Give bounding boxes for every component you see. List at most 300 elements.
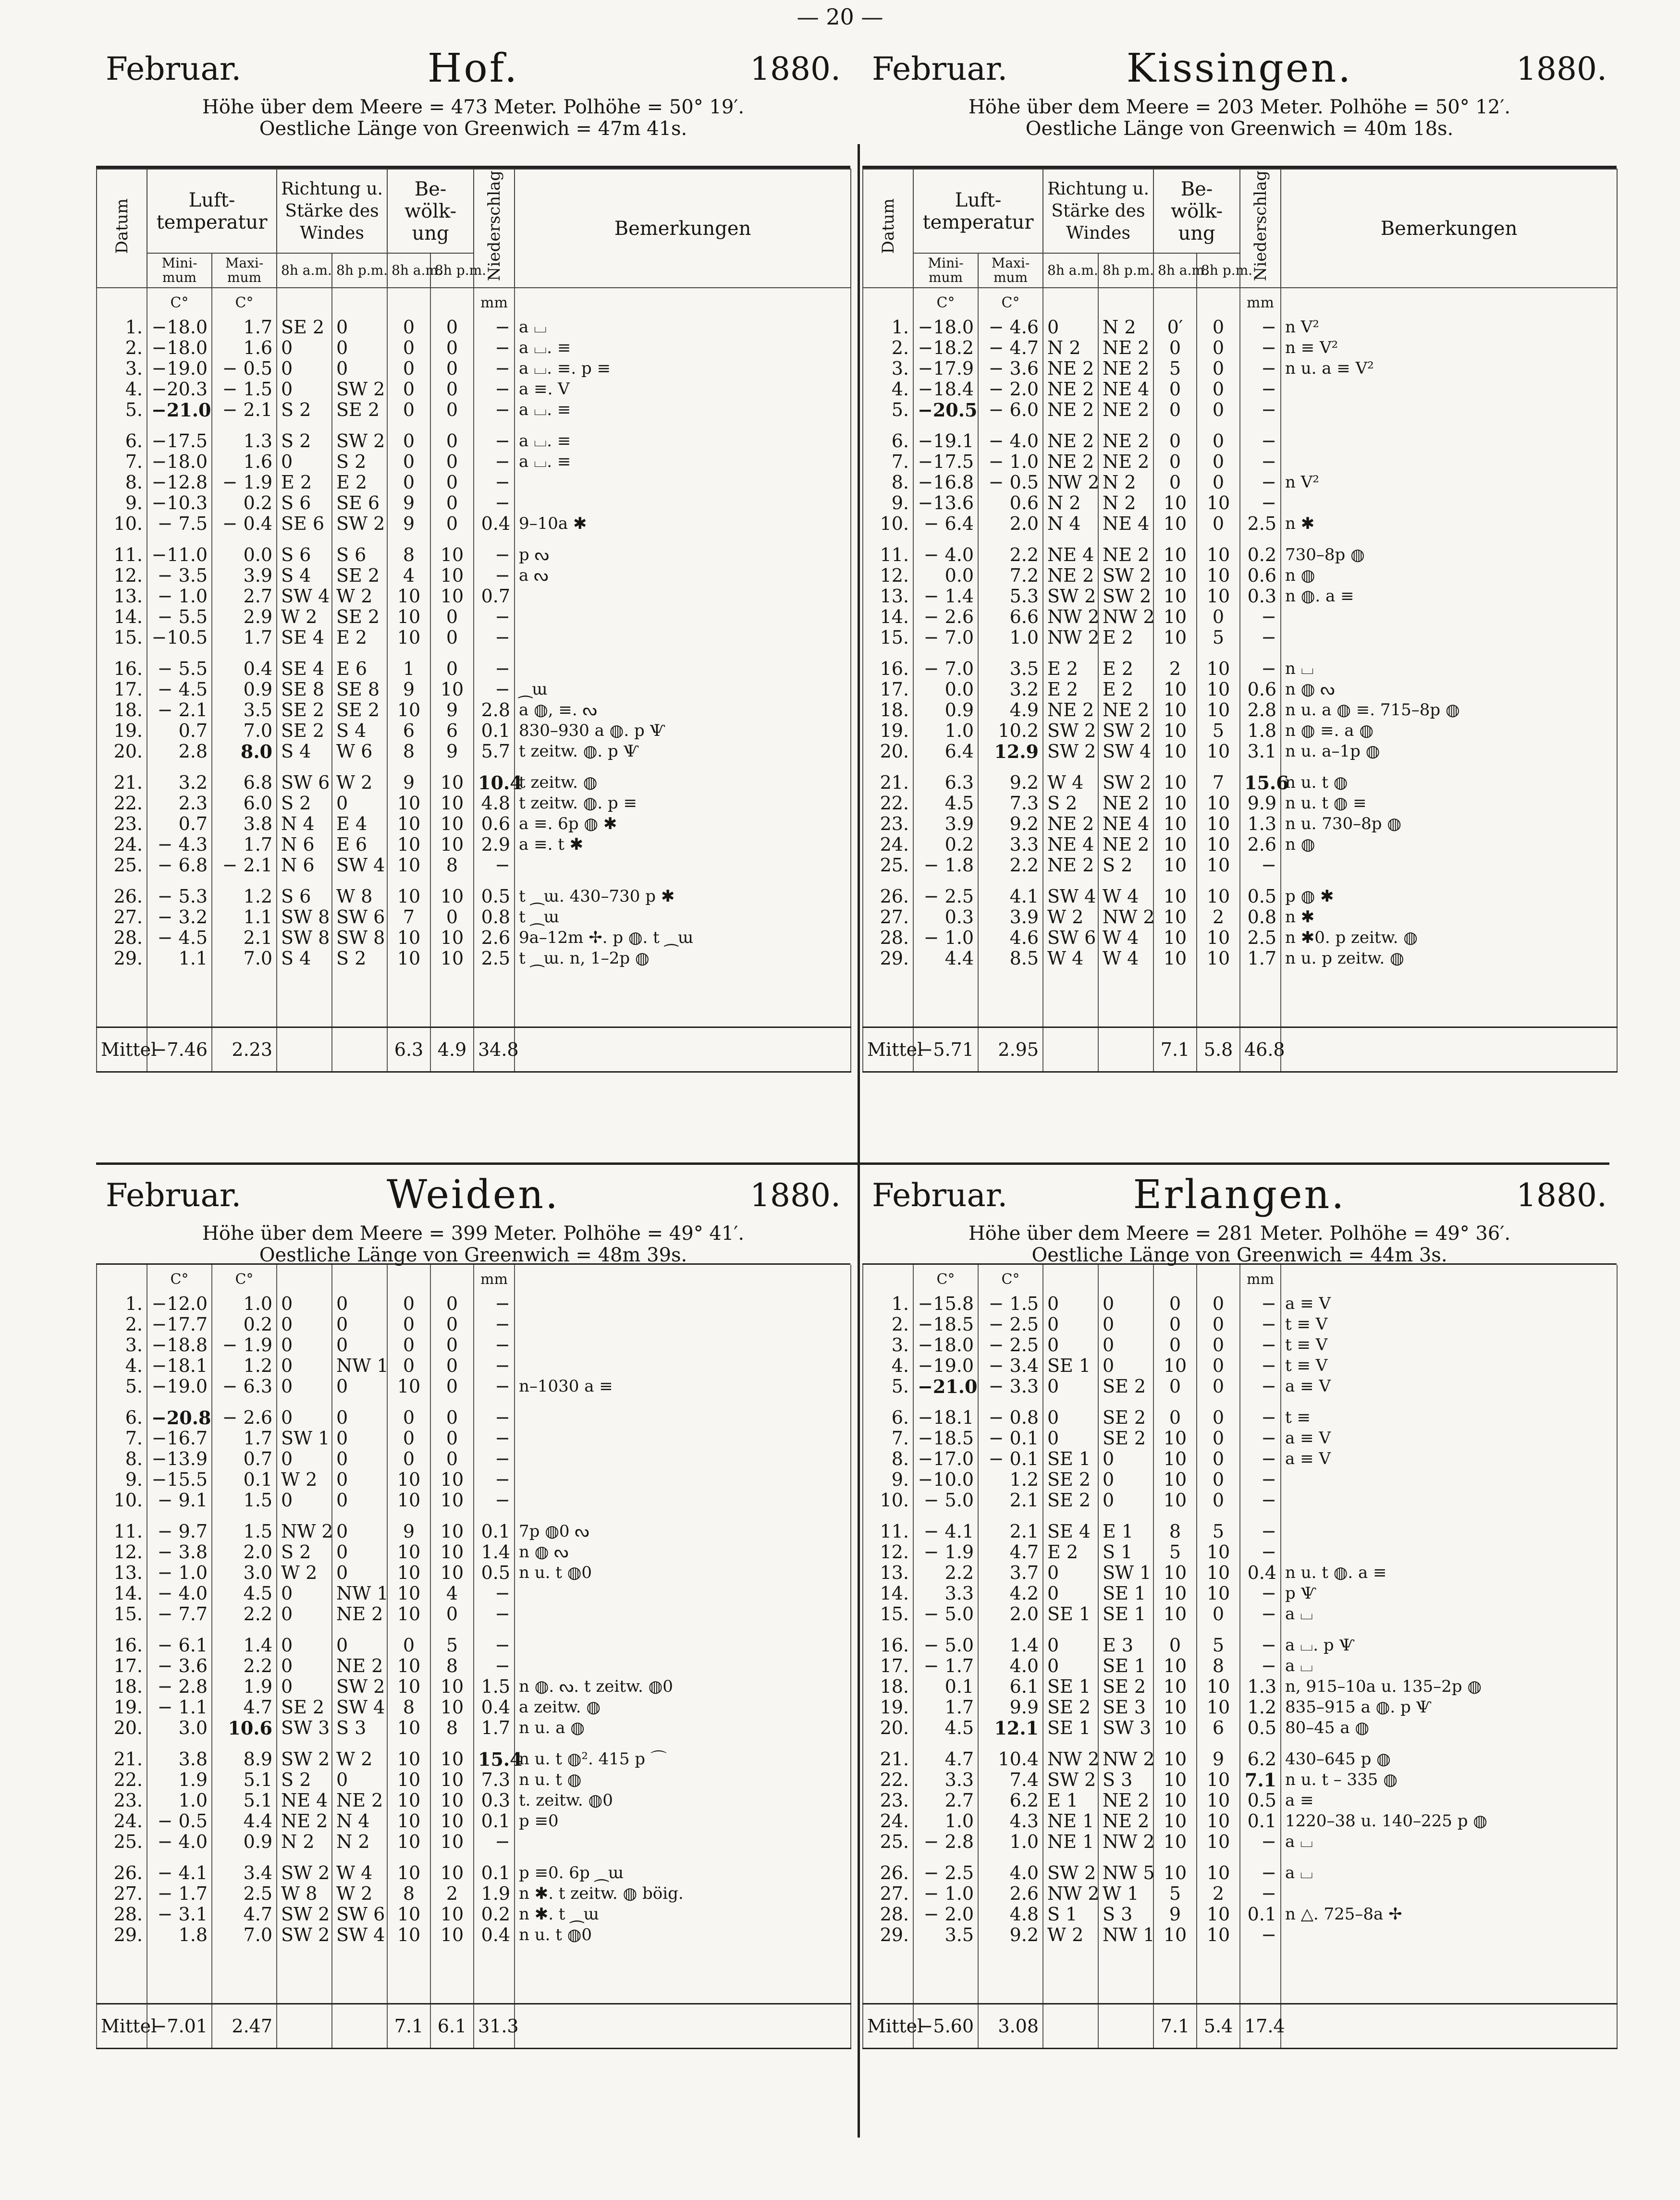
min-temp-cell: − 4.0 [913,545,978,565]
day-cell: 6. [97,1407,147,1428]
cloud-pm-cell: 0 [1197,1356,1240,1376]
wind-am-cell: W 2 [1043,907,1098,928]
cloud-header: Be-wölk-ung [387,169,474,253]
cloud-am-cell: 10 [1153,1656,1197,1676]
cloud-pm-cell: 10 [1197,741,1240,762]
remarks-cell: a ⌴ [1281,1604,1617,1625]
precip-cell: 2.5 [1240,928,1281,948]
mean-max: 2.47 [212,2004,277,2049]
wind-pm-cell: SW 2 [332,513,387,534]
wind-am-cell: S 1 [1043,1904,1098,1925]
day-row [97,1563,851,1583]
day-cell: 5. [863,1376,913,1397]
precip-cell: 2.9 [474,834,515,855]
wind-am-cell: S 6 [277,493,332,513]
cloud-pm-cell: 10 [430,886,474,907]
wind-pm-cell: SE 1 [1098,1656,1153,1676]
max-temp-cell: 4.8 [978,1904,1043,1925]
remarks-cell: n △. 725–8a ✢ [1281,1904,1617,1925]
cloud-am-cell: 10 [387,627,430,648]
wind-pm-cell: S 1 [1098,1542,1153,1563]
unit-c: C° [913,1265,978,1294]
remarks-cell [515,1428,851,1449]
day-row [97,1583,851,1604]
min-temp-cell: −18.1 [913,1407,978,1428]
remarks-cell [1281,1925,1617,1945]
precip-cell: 1.7 [1240,948,1281,969]
cloud-pm-cell: 8 [1197,1656,1240,1676]
remarks-cell: n–1030 a ≡ [515,1376,851,1397]
remarks-cell: 7p ◍0 ᔓ [515,1521,851,1542]
cloud-pm-cell: 10 [1197,886,1240,907]
max-temp-cell: 1.0 [212,1294,277,1314]
cloud-pm-cell: 10 [1197,1863,1240,1883]
day-cell: 2. [97,1314,147,1335]
cloud-pm-cell: 0 [1197,1376,1240,1397]
day-row [97,1294,851,1314]
remarks-cell: t zeitw. ◍. p Ѱ [515,741,851,762]
day-cell: 25. [97,1832,147,1852]
wind-am-cell: 0 [277,1656,332,1676]
precip-cell: 0.6 [1240,679,1281,700]
cloud-pm-cell: 0 [430,400,474,420]
cloud-pm-cell: 10 [1197,1770,1240,1790]
cloud-am-cell: 0 [1153,1376,1197,1397]
cloud-pm-cell: 0 [430,1314,474,1335]
cloud-am-cell: 10 [1153,772,1197,793]
max-temp-cell: 2.5 [212,1883,277,1904]
remarks-cell: a ⌴ [515,317,851,338]
precip-cell: − [474,1635,515,1656]
cloud-pm-cell: 10 [430,545,474,565]
cloud-am-cell: 10 [1153,545,1197,565]
remarks-cell: a zeitw. ◍ [515,1697,851,1718]
wind-am-cell: NW 2 [1043,607,1098,627]
remarks-cell: n u. t ◍0 [515,1563,851,1583]
cloud-pm-cell: 10 [430,834,474,855]
cloud-am-cell: 10 [1153,1718,1197,1738]
day-cell: 23. [97,1790,147,1811]
wind-pm-cell: 0 [1098,1469,1153,1490]
min-temp-cell: −20.8 [147,1407,212,1428]
day-cell: 25. [863,1832,913,1852]
cloud-am-cell: 10 [1153,814,1197,834]
wind-am-cell: 0 [1043,1635,1098,1656]
wind-am-cell: SW 2 [277,1925,332,1945]
cloud-am-cell: 10 [387,1811,430,1832]
day-cell: 8. [863,1449,913,1469]
precip-cell: 0.4 [474,1925,515,1945]
cloud-am-cell: 10 [387,886,430,907]
cloud-pm-cell: 10 [430,793,474,814]
remarks-cell: t ≡ [1281,1407,1617,1428]
remarks-cell: a ⌴ [1281,1656,1617,1676]
cloud-pm-cell: 0 [1197,1335,1240,1356]
wind-pm-cell: SW 2 [1098,586,1153,607]
remarks-cell: n V² [1281,317,1617,338]
min-temp-cell: 3.5 [913,1925,978,1945]
min-temp-cell: − 0.5 [147,1811,212,1832]
cloud-pm-cell: 10 [430,814,474,834]
min-temp-cell: − 5.5 [147,607,212,627]
remarks-cell: a ≡ V [1281,1428,1617,1449]
mean-precip: 31.3 [474,2004,515,2049]
day-row [97,1697,851,1718]
cloud-pm-cell: 0 [1197,431,1240,452]
remarks-cell [515,627,851,648]
cloud-am-cell: 10 [1153,855,1197,876]
remarks-cell [515,1407,851,1428]
precip-cell: 0.5 [1240,1718,1281,1738]
unit-mm: mm [474,288,515,317]
remarks-cell: n ◍ [1281,565,1617,586]
day-row [863,379,1617,400]
day-row [863,472,1617,493]
cloud-pm-cell: 0 [1197,1314,1240,1335]
cloud-pm-cell: 10 [1197,565,1240,586]
wind-pm-cell: N 2 [332,1832,387,1852]
cloud-am-cell: 10 [387,1563,430,1583]
min-temp-cell: 0.9 [913,700,978,721]
wind-am-cell: SE 4 [1043,1521,1098,1542]
wind-am-cell: NE 4 [277,1790,332,1811]
precip-cell: − [474,1832,515,1852]
remarks-cell [515,586,851,607]
day-row [863,855,1617,876]
max-temp-cell: 9.2 [978,1925,1043,1945]
unit-c: C° [978,288,1043,317]
day-cell: 27. [97,1883,147,1904]
wind-am-cell: SW 1 [277,1428,332,1449]
wind-am-cell: 0 [1043,1583,1098,1604]
precip-cell: − [474,1294,515,1314]
cloud-pm-cell: 10 [1197,1583,1240,1604]
wind-am-cell: 0 [1043,1335,1098,1356]
wind-pm-cell: 0 [332,793,387,814]
wind-am-cell: 0 [277,1449,332,1469]
cloud-pm-cell: 10 [1197,1832,1240,1852]
min-temp-cell: −17.5 [913,452,978,472]
remarks-cell [515,1604,851,1625]
cloud-pm-cell: 0 [1197,452,1240,472]
min-temp-cell: − 2.8 [147,1676,212,1697]
cloud-pm-cell: 10 [430,1542,474,1563]
day-cell: 19. [97,1697,147,1718]
wind-am-cell: SE 8 [277,679,332,700]
min-temp-cell: 1.8 [147,1925,212,1945]
max-temp-cell: 3.2 [978,679,1043,700]
precip-cell: 0.3 [474,1790,515,1811]
cloud-am-cell: 10 [1153,1811,1197,1832]
max-temp-cell: 10.4 [978,1749,1043,1770]
day-row [863,1604,1617,1625]
day-cell: 10. [863,513,913,534]
min-temp-cell: −18.0 [147,317,212,338]
station-hof [96,46,850,1073]
cloud-pm-cell: 0 [430,379,474,400]
max-temp-cell: 0.7 [212,1449,277,1469]
min-temp-cell: 4.5 [913,1718,978,1738]
min-temp-cell: − 3.2 [147,907,212,928]
day-cell: 7. [97,452,147,472]
mean-precip: 17.4 [1240,2004,1281,2049]
precip-cell: − [1240,1490,1281,1511]
wind-pm-cell: 0 [1098,1449,1153,1469]
wind-am-cell: E 2 [277,472,332,493]
precip-cell: − [474,493,515,513]
wind-am-cell: 0 [277,1335,332,1356]
wind-am-cell: W 8 [277,1883,332,1904]
remarks-cell: n ◍ ᔓ [1281,679,1617,700]
max-temp-cell: − 0.5 [212,358,277,379]
wind-am-cell: SE 1 [1043,1356,1098,1376]
precip-cell: − [1240,855,1281,876]
precip-cell: 9.9 [1240,793,1281,814]
wind-am-cell: 0 [277,338,332,358]
cloud-am-cell: 9 [387,493,430,513]
day-row [97,741,851,762]
day-cell: 21. [97,1749,147,1770]
day-row [97,1904,851,1925]
min-temp-cell: −15.8 [913,1294,978,1314]
day-row [97,1749,851,1770]
day-cell: 11. [863,545,913,565]
year-label: 1880. [1516,1177,1607,1214]
remarks-cell: n u. a ◍ ≡. 715–8p ◍ [1281,700,1617,721]
day-row [97,1832,851,1852]
wind-pm-cell: SW 6 [332,1904,387,1925]
max-header: Maxi-mum [212,253,277,288]
cloud-am-cell: 10 [387,1676,430,1697]
remarks-cell: n ✱ [1281,513,1617,534]
wind-pm-header: 8h p.m. [1098,253,1153,288]
day-row [97,1376,851,1397]
cloud-am-cell: 8 [387,1697,430,1718]
min-temp-cell: 4.7 [913,1749,978,1770]
cloud-pm-cell: 2 [430,1883,474,1904]
cloud-pm-cell: 0 [1197,1469,1240,1490]
wind-pm-cell: NE 2 [1098,1790,1153,1811]
precip-cell: 0.8 [474,907,515,928]
remarks-cell: n u. t ◍ [1281,772,1617,793]
station-name: Erlangen. [1133,1172,1346,1218]
remarks-cell: p ◍ ✱ [1281,886,1617,907]
wind-pm-cell: W 1 [1098,1883,1153,1904]
wind-am-cell: SW 2 [1043,1863,1098,1883]
day-row [863,1697,1617,1718]
precip-cell: 7.3 [474,1770,515,1790]
remarks-cell: 9a–12m ✢. p ◍. t ⁔ɯ [515,928,851,948]
wind-am-cell: S 4 [277,948,332,969]
wind-am-cell: SE 6 [277,513,332,534]
cloud-am-cell: 10 [387,700,430,721]
cloud-pm-cell: 0 [430,1604,474,1625]
remarks-cell: t ≡ V [1281,1335,1617,1356]
cloud-pm-cell: 10 [1197,1697,1240,1718]
remarks-cell: n u. t ◍. a ≡ [1281,1563,1617,1583]
max-temp-cell: 6.0 [212,793,277,814]
max-temp-cell: 1.2 [212,886,277,907]
min-temp-cell: 6.3 [913,772,978,793]
precip-cell: − [1240,1925,1281,1945]
cloud-pm-cell: 10 [430,1863,474,1883]
wind-pm-cell: SE 1 [1098,1604,1153,1625]
max-temp-cell: 4.3 [978,1811,1043,1832]
day-cell: 12. [97,1542,147,1563]
cloud-pm-cell: 10 [1197,659,1240,679]
day-row [863,928,1617,948]
wind-pm-cell: NE 4 [1098,379,1153,400]
day-row [97,545,851,565]
cloud-pm-cell: 9 [1197,1749,1240,1770]
remarks-header: Bemerkungen [515,169,851,288]
wind-pm-cell: E 2 [1098,627,1153,648]
wind-pm-cell: SW 2 [332,379,387,400]
cloud-pm-cell: 10 [430,1925,474,1945]
wind-pm-cell: W 4 [1098,886,1153,907]
cloud-pm-cell: 10 [430,679,474,700]
remarks-cell: a ≡ V [1281,1294,1617,1314]
day-row [863,1635,1617,1656]
wind-pm-cell: SW 1 [1098,1563,1153,1583]
max-temp-cell: 1.6 [212,452,277,472]
min-temp-cell: − 1.0 [147,1563,212,1583]
wind-am-cell: SW 2 [277,1863,332,1883]
min-temp-cell: 6.4 [913,741,978,762]
max-temp-cell: 0.1 [212,1469,277,1490]
min-temp-cell: − 2.5 [913,886,978,907]
max-temp-cell: − 6.3 [212,1376,277,1397]
wind-pm-cell: W 4 [1098,928,1153,948]
min-temp-cell: −19.0 [147,1376,212,1397]
wind-am-cell: N 2 [1043,493,1098,513]
remarks-cell: a ≡ V [1281,1376,1617,1397]
wind-pm-cell: W 4 [332,1863,387,1883]
max-temp-cell: 0.9 [212,679,277,700]
day-row [863,1749,1617,1770]
precip-cell: 0.5 [474,886,515,907]
day-cell: 10. [97,513,147,534]
cloud-am-cell: 10 [387,1490,430,1511]
min-temp-cell: − 4.5 [147,928,212,948]
wind-pm-cell: NE 2 [1098,700,1153,721]
remarks-cell: n ✱. t ⁔ɯ [515,1904,851,1925]
max-temp-cell: − 3.3 [978,1376,1043,1397]
wind-am-cell: SW 8 [277,907,332,928]
day-cell: 7. [863,452,913,472]
max-temp-cell: 4.2 [978,1583,1043,1604]
min-temp-cell: − 4.0 [147,1583,212,1604]
precip-cell: 15.4 [474,1749,515,1770]
day-row [97,834,851,855]
wind-am-cell: 0 [277,379,332,400]
max-temp-cell: − 1.5 [212,379,277,400]
min-temp-cell: 2.2 [913,1563,978,1583]
remarks-cell [1281,493,1617,513]
cloud-pm-cell: 10 [430,948,474,969]
max-temp-cell: − 0.1 [978,1428,1043,1449]
wind-am-cell: 0 [277,1407,332,1428]
day-cell: 10. [863,1490,913,1511]
cloud-am-cell: 0 [387,431,430,452]
day-row [97,1521,851,1542]
min-temp-cell: − 4.0 [147,1832,212,1852]
day-row [863,1521,1617,1542]
wind-pm-cell: 0 [332,1314,387,1335]
mean-row [97,1027,851,1072]
cloud-am-cell: 10 [1153,1490,1197,1511]
unit-c: C° [147,288,212,317]
min-temp-cell: − 6.4 [913,513,978,534]
max-temp-cell: 3.3 [978,834,1043,855]
max-temp-cell: 7.0 [212,721,277,741]
cloud-pm-cell: 8 [430,1718,474,1738]
day-cell: 25. [97,855,147,876]
cloud-pm-cell: 10 [430,1563,474,1583]
precip-cell: − [1240,472,1281,493]
cloud-pm-cell: 0 [1197,317,1240,338]
cloud-pm-cell: 10 [430,1770,474,1790]
station-name: Hof. [427,46,519,91]
remarks-cell [515,493,851,513]
day-cell: 4. [863,379,913,400]
wind-am-cell: E 2 [1043,659,1098,679]
max-temp-cell: 4.0 [978,1656,1043,1676]
wind-pm-cell: NE 4 [1098,814,1153,834]
precip-cell: 2.6 [1240,834,1281,855]
day-cell: 2. [863,338,913,358]
day-row [97,772,851,793]
day-cell: 1. [97,1294,147,1314]
precip-cell: 1.8 [1240,721,1281,741]
station-header [96,46,850,169]
day-row [97,1490,851,1511]
day-row [97,721,851,741]
wind-pm-cell: NW 2 [1098,907,1153,928]
day-row [863,1790,1617,1811]
wind-pm-cell: SE 2 [1098,1407,1153,1428]
day-cell: 15. [97,1604,147,1625]
cloud-pm-cell: 0 [430,431,474,452]
remarks-cell [515,855,851,876]
day-cell: 18. [863,700,913,721]
wind-am-cell: SE 2 [277,700,332,721]
cloud-am-cell: 8 [387,1883,430,1904]
min-temp-cell: 2.3 [147,793,212,814]
cloud-pm-cell: 10 [430,772,474,793]
cloud-am-cell: 5 [1153,1883,1197,1904]
max-temp-cell: 3.5 [212,700,277,721]
day-cell: 2. [863,1314,913,1335]
day-cell: 23. [97,814,147,834]
max-temp-cell: − 2.5 [978,1335,1043,1356]
max-temp-cell: 1.0 [978,627,1043,648]
wind-am-cell: W 2 [1043,1925,1098,1945]
wind-am-cell: SW 2 [1043,1770,1098,1790]
wind-am-cell: 0 [277,1604,332,1625]
wind-am-cell: SE 1 [1043,1676,1098,1697]
wind-header: Richtung u. Stärke des Windes [277,169,387,253]
min-temp-cell: −19.0 [913,1356,978,1376]
remarks-cell: t ≡ V [1281,1314,1617,1335]
wind-am-cell: SE 2 [277,1697,332,1718]
day-cell: 6. [97,431,147,452]
max-temp-cell: − 6.0 [978,400,1043,420]
remarks-cell [1281,607,1617,627]
min-temp-cell: 0.1 [913,1676,978,1697]
precip-cell: 6.2 [1240,1749,1281,1770]
row-divider [96,1162,1609,1165]
